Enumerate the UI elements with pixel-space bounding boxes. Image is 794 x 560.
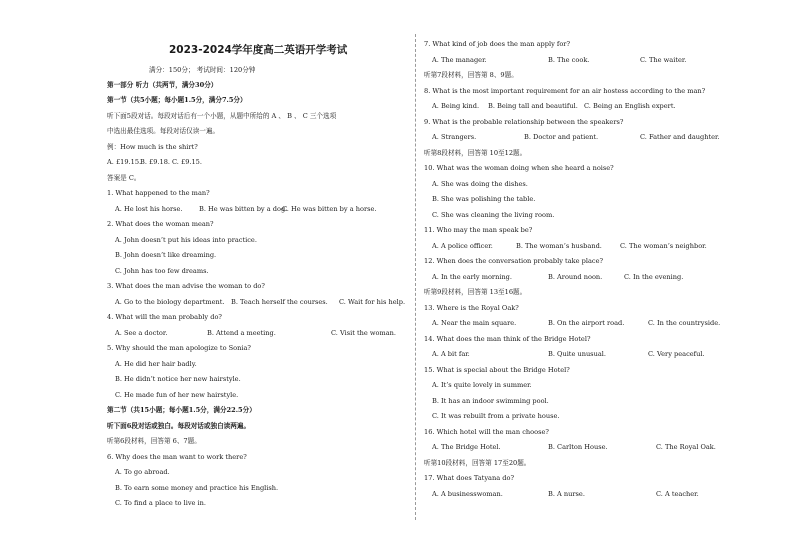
q4-option-a: A. See a doctor.	[115, 329, 168, 337]
question-3: 3. What does the man advise the woman to do?	[107, 282, 265, 290]
q11-option-a: A. A police officer.	[432, 242, 493, 250]
question-4: 4. What will the man probably do?	[107, 313, 222, 321]
question-10: 10. What was the woman doing when she heard a noise?	[424, 164, 614, 172]
q8-option-c: C. Being an English expert.	[584, 102, 676, 110]
exam-meta: 满分：150分； 考试时间：120分钟	[149, 66, 256, 74]
q3-option-b: B. Teach herself the courses.	[231, 298, 328, 306]
q6-option-c: C. To find a place to live in.	[115, 499, 207, 507]
q16-option-c: C. The Royal Oak.	[656, 443, 716, 451]
q5-option-c: C. He made fun of her new hairstyle.	[115, 391, 239, 399]
q16-option-b: B. Carlton House.	[548, 443, 608, 451]
q6-option-b: B. To earn some money and practice his English.	[115, 484, 279, 492]
q10-option-a: A. She was doing the dishes.	[432, 180, 528, 188]
q8-option-b: B. Being tall and beautiful.	[488, 102, 578, 110]
material-9-note: 听第9段材料，回答第 13至16题。	[424, 288, 527, 296]
q2-option-a: A. John doesn’t put his ideas into practice.	[115, 236, 257, 244]
q17-option-b: B. A nurse.	[548, 490, 585, 498]
question-11: 11. Who may the man speak be?	[424, 226, 533, 234]
q13-option-a: A. Near the main square.	[432, 319, 517, 327]
q12-option-a: A. In the early morning.	[432, 273, 513, 281]
q1-option-c: C. He was bitten by a horse.	[282, 205, 377, 213]
q12-option-b: B. Around noon.	[548, 273, 603, 281]
q14-option-b: B. Quite unusual.	[548, 350, 606, 358]
question-1: 1. What happened to the man?	[107, 189, 210, 197]
q11-option-c: C. The woman’s neighbor.	[620, 242, 707, 250]
question-9: 9. What is the probable relationship between the speakers?	[424, 118, 624, 126]
q12-option-c: C. In the evening.	[624, 273, 684, 281]
q15-option-c: C. It was rebuilt from a private house.	[432, 412, 560, 420]
q15-option-b: B. It has an indoor swimming pool.	[432, 397, 549, 405]
material-10-note: 听第10段材料，回答第 17至20题。	[424, 459, 531, 467]
q7-option-a: A. The manager.	[432, 56, 487, 64]
q9-option-c: C. Father and daughter.	[640, 133, 720, 141]
section2-instructions: 听下面6段对话或独白。每段对话或独白读两遍。	[107, 422, 251, 430]
section2-heading: 第二节（共15小题；每小题1.5分，满分22.5分）	[107, 406, 256, 414]
material-6-note: 听第6段材料，回答第 6、7题。	[107, 437, 201, 445]
question-12: 12. When does the conversation probably take place?	[424, 257, 604, 265]
question-6: 6. Why does the man want to work there?	[107, 453, 247, 461]
q13-option-b: B. On the airport road.	[548, 319, 625, 327]
exam-title: 2023-2024学年度高二英语开学考试	[169, 44, 348, 56]
material-7-note: 听第7段材料，回答第 8、9题。	[424, 71, 518, 79]
q8-option-a: A. Being kind.	[432, 102, 480, 110]
q5-option-b: B. He didn’t notice her new hairstyle.	[115, 375, 241, 383]
question-14: 14. What does the man think of the Bridge Hotel?	[424, 335, 591, 343]
q9-option-a: A. Strangers.	[432, 133, 477, 141]
question-15: 15. What is special about the Bridge Hotel?	[424, 366, 570, 374]
q7-option-b: B. The cook.	[548, 56, 590, 64]
q10-option-b: B. She was polishing the table.	[432, 195, 536, 203]
column-divider	[415, 34, 416, 520]
q10-option-c: C. She was cleaning the living room.	[432, 211, 555, 219]
q9-option-b: B. Doctor and patient.	[524, 133, 599, 141]
part1-heading: 第一部分 听力（共两节，满分30分）	[107, 81, 218, 89]
q6-option-a: A. To go abroad.	[115, 468, 170, 476]
instructions-line-1: 听下面5段对话。每段对话后有一个小题，从题中所给的 A 、 B 、 C 三个选项	[107, 112, 337, 120]
q15-option-a: A. It’s quite lovely in summer.	[432, 381, 532, 389]
instructions-line-2: 中选出最佳选项。每段对话仅读一遍。	[107, 127, 220, 135]
q2-option-b: B. John doesn’t like dreaming.	[115, 251, 217, 259]
q14-option-a: A. A bit far.	[432, 350, 470, 358]
section1-heading: 第一节（共5小题；每小题1.5分，满分7.5分）	[107, 96, 247, 104]
question-13: 13. Where is the Royal Oak?	[424, 304, 519, 312]
q13-option-c: C. In the countryside.	[648, 319, 721, 327]
example-option-c: C. £9.15.	[172, 158, 202, 166]
q14-option-c: C. Very peaceful.	[648, 350, 705, 358]
q2-option-c: C. John has too few dreams.	[115, 267, 209, 275]
q3-option-a: A. Go to the biology department.	[115, 298, 225, 306]
question-17: 17. What does Tatyana do?	[424, 474, 514, 482]
material-8-note: 听第8段材料，回答第 10至12题。	[424, 149, 527, 157]
q7-option-c: C. The waiter.	[640, 56, 687, 64]
question-5: 5. Why should the man apologize to Sonia?	[107, 344, 251, 352]
q11-option-b: B. The woman’s husband.	[516, 242, 602, 250]
q1-option-a: A. He lost his horse.	[115, 205, 183, 213]
example-question: 例：How much is the shirt?	[107, 143, 198, 151]
q5-option-a: A. He did her hair badly.	[115, 360, 197, 368]
example-answer: 答案是 C。	[107, 174, 141, 182]
q4-option-b: B. Attend a meeting.	[207, 329, 276, 337]
question-8: 8. What is the most important requirement for an air hostess according to the man?	[424, 87, 706, 95]
q16-option-a: A. The Bridge Hotel.	[432, 443, 501, 451]
question-2: 2. What does the woman mean?	[107, 220, 214, 228]
q17-option-c: C. A teacher.	[656, 490, 699, 498]
example-option-a: A. £19.15.	[107, 158, 142, 166]
question-7: 7. What kind of job does the man apply for?	[424, 40, 570, 48]
question-16: 16. Which hotel will the man choose?	[424, 428, 549, 436]
q3-option-c: C. Wait for his help.	[339, 298, 406, 306]
q4-option-c: C. Visit the woman.	[331, 329, 397, 337]
q1-option-b: B. He was bitten by a dog.	[199, 205, 288, 213]
example-option-b: B. £9.18.	[140, 158, 171, 166]
q17-option-a: A. A businesswoman.	[432, 490, 503, 498]
